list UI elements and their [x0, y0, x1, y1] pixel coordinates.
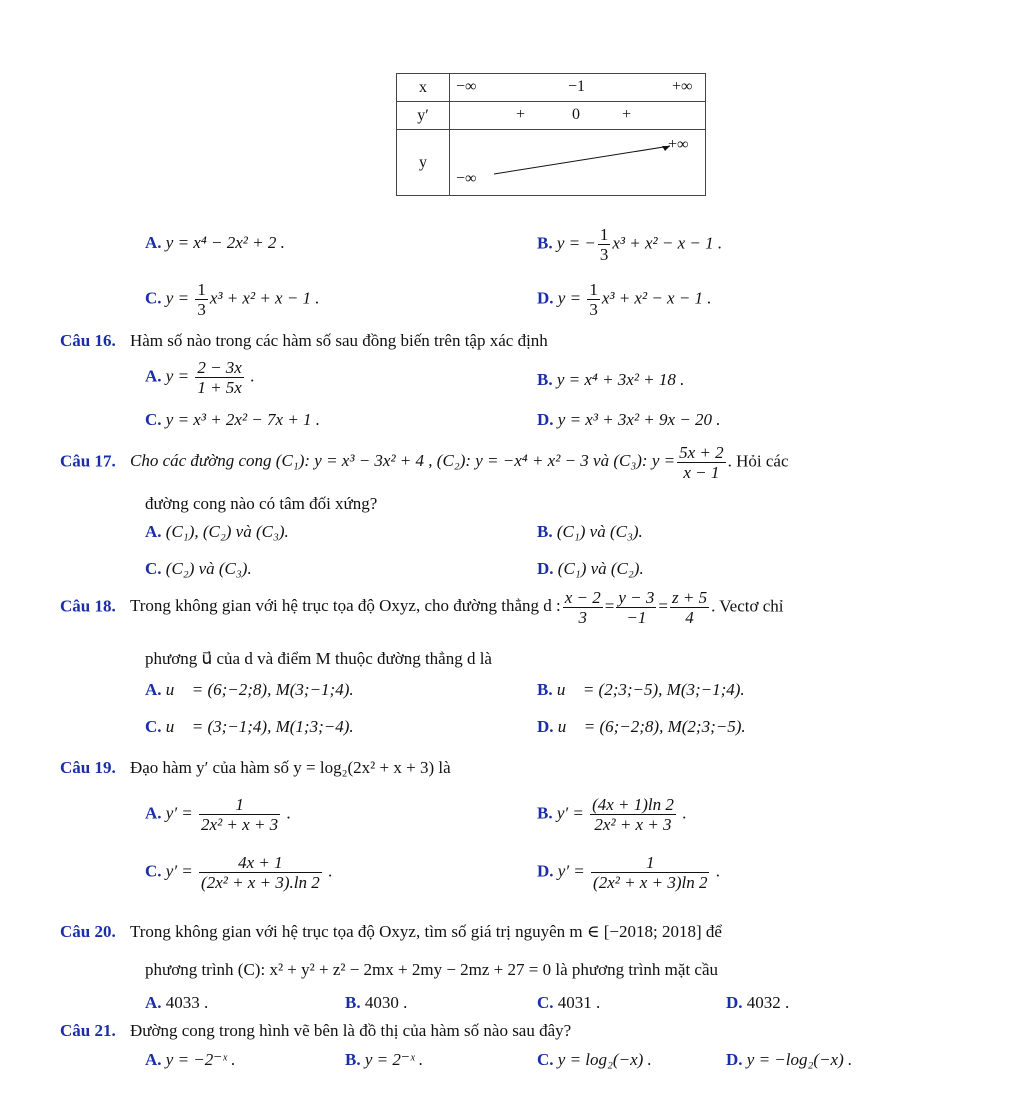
table-label-x: x	[397, 74, 450, 102]
q18-stem: Câu 18. Trong không gian với hệ trục tọa độ Oxyz, cho đường thẳng d : $\frac{x - 2}{3}$ = $\frac{y - 3}{-1}$ = $\frac{z + 5}{4}$ . Vectơ chỉ	[60, 588, 784, 627]
q20-stem: Câu 20. Trong không gian với hệ trục tọa độ Oxyz, tìm số giá trị nguyên m ∈ [−2018; 2018] để	[60, 922, 722, 941]
q21-option-b[interactable]: B. y = 2⁻ˣ .	[345, 1050, 424, 1069]
q16-option-a[interactable]: A. y = $\frac{2 - 3x}{1 + 5x}$ .	[145, 358, 255, 397]
dy-sign-2: +	[622, 106, 632, 123]
q16-option-b[interactable]: B. y = x⁴ + 3x² + 18 .	[537, 370, 685, 389]
q21-option-c[interactable]: C. y = log₂(−x) .	[537, 1050, 652, 1069]
q18-option-b[interactable]: B. u⃗ = (2;3;−5), M(3;−1;4).	[537, 680, 745, 699]
q21-stem: Câu 21. Đường cong trong hình vẽ bên là đồ thị của hàm số nào sau đây?	[60, 1021, 572, 1040]
q17-option-c[interactable]: C. (C₂) và (C₃).	[145, 559, 252, 578]
q20-option-a[interactable]: A. 4033 .	[145, 993, 209, 1012]
q17-stem-line2: đường cong nào có tâm đối xứng?	[145, 494, 378, 513]
q19-option-b[interactable]: B. y′ = $\frac{(4x + 1)\ln 2}{\text{2x² + x + 3}}$ .	[537, 795, 687, 834]
q20-stem-line2: phương trình (C): x² + y² + z² − 2mx + 2my − 2mz + 27 = 0 là phương trình mặt cầu	[145, 960, 719, 979]
q16-option-c[interactable]: C. y = x³ + 2x² − 7x + 1 .	[145, 410, 321, 429]
dy-sign-1: +	[516, 106, 526, 123]
q19-option-c[interactable]: C. y′ = $\frac{4x + 1}{\text{(2x² + x + 3).ln 2}}$ .	[145, 853, 333, 892]
x-neg-one: −1	[568, 78, 586, 95]
q20-option-c[interactable]: C. 4031 .	[537, 993, 601, 1012]
dy-zero: 0	[572, 106, 580, 123]
variation-table	[396, 73, 706, 196]
q18-option-c[interactable]: C. u⃗ = (3;−1;4), M(1;3;−4).	[145, 717, 354, 736]
x-neg-inf: −∞	[456, 78, 477, 95]
table-x-values	[450, 74, 706, 102]
q17-option-b[interactable]: B. (C₁) và (C₃).	[537, 522, 643, 541]
table-label-dy: y′	[397, 102, 450, 130]
y-pos-inf: +∞	[668, 136, 689, 153]
y-neg-inf: −∞	[456, 170, 477, 187]
q18-option-d[interactable]: D. u⃗ = (6;−2;8), M(2;3;−5).	[537, 717, 746, 736]
q21-option-a[interactable]: A. y = −2⁻ˣ .	[145, 1050, 236, 1069]
q15-option-b[interactable]: B. y = − $\frac{1}{3}$ x³ + x² − x − 1 .	[537, 225, 723, 264]
q15-option-c[interactable]: C. y = $\frac{1}{3}$ x³ + x² + x − 1 .	[145, 280, 320, 319]
q16-option-d[interactable]: D. y = x³ + 3x² + 9x − 20 .	[537, 410, 721, 429]
q16-stem: Câu 16. Hàm số nào trong các hàm số sau đồng biến trên tập xác định	[60, 331, 548, 350]
increasing-arrow	[490, 140, 690, 180]
q17-option-a[interactable]: A. (C₁), (C₂) và (C₃).	[145, 522, 289, 541]
q15-option-d[interactable]: D. y = $\frac{1}{3}$ x³ + x² − x − 1 .	[537, 280, 712, 319]
q20-option-b[interactable]: B. 4030 .	[345, 993, 408, 1012]
q19-option-a[interactable]: A. y′ = $\frac{1}{\text{2x² + x + 3}}$ .	[145, 795, 291, 834]
q15-option-a[interactable]: A. y = x⁴ − 2x² + 2 .	[145, 233, 285, 252]
table-label-y: y	[397, 130, 450, 196]
table-y-values	[450, 130, 706, 196]
q18-option-a[interactable]: A. u⃗ = (6;−2;8), M(3;−1;4).	[145, 680, 354, 699]
x-pos-inf: +∞	[672, 78, 693, 95]
q17-option-d[interactable]: D. (C₁) và (C₂).	[537, 559, 644, 578]
q19-stem: Câu 19. Đạo hàm y′ của hàm số y = log₂(2x² + x + 3) là	[60, 758, 451, 777]
q20-option-d[interactable]: D. 4032 .	[726, 993, 790, 1012]
q19-option-d[interactable]: D. y′ = $\frac{1}{\text{(2x² + x + 3)ln 2}}$ .	[537, 853, 720, 892]
q21-option-d[interactable]: D. y = −log₂(−x) .	[726, 1050, 853, 1069]
q17-stem: Câu 17. Cho các đường cong (C₁): y = x³ − 3x² + 4 , (C₂): y = −x⁴ + x² − 3 và (C₃): y = $\frac{5x + 2}{x - 1}$ . Hỏi các	[60, 443, 789, 482]
table-dy-values	[450, 102, 706, 130]
q18-stem-line2: phương u⃗ của d và điểm M thuộc đường thẳng d là	[145, 649, 492, 668]
